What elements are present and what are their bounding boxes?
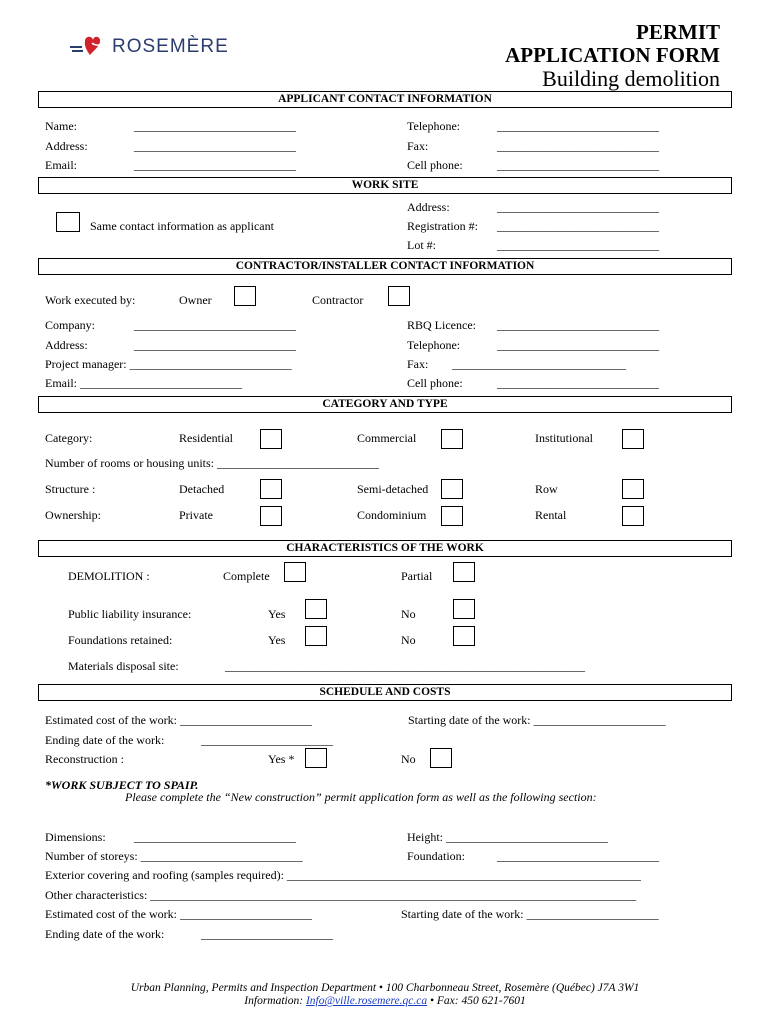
applicant-email-label: Email:	[45, 158, 77, 172]
logo-text: ROSEMÈRE	[112, 36, 229, 57]
applicant-fax-field[interactable]: ___________________________	[497, 139, 659, 153]
project-manager-field[interactable]: Project manager: ___________________________	[45, 357, 292, 371]
insurance-no-checkbox[interactable]	[453, 599, 475, 619]
applicant-telephone-field[interactable]: ___________________________	[497, 119, 659, 133]
applicant-name-field[interactable]: ___________________________	[134, 119, 296, 133]
est-cost-field[interactable]: Estimated cost of the work: ______________________	[45, 713, 312, 727]
applicant-fax-label: Fax:	[407, 139, 429, 153]
contractor-fax-label: Fax:	[407, 357, 429, 371]
reconstruction-no-checkbox[interactable]	[430, 748, 452, 768]
partial-checkbox[interactable]	[453, 562, 475, 582]
contractor-fax-field[interactable]: _____________________________	[452, 357, 626, 371]
commercial-checkbox[interactable]	[441, 429, 463, 449]
same-contact-checkbox[interactable]	[56, 212, 80, 232]
title-application-form: APPLICATION FORM	[505, 43, 720, 67]
heart-logo-icon	[68, 33, 108, 61]
institutional-checkbox[interactable]	[622, 429, 644, 449]
applicant-email-field[interactable]: ___________________________	[134, 158, 296, 172]
residential-checkbox[interactable]	[260, 429, 282, 449]
owner-label: Owner	[179, 293, 212, 307]
section-contractor-header: CONTRACTOR/INSTALLER CONTACT INFORMATION	[38, 258, 732, 275]
reconstruction-no-label: No	[401, 752, 416, 766]
row-checkbox[interactable]	[622, 479, 644, 499]
detached-label: Detached	[179, 482, 225, 496]
end-date2-label: Ending date of the work:	[45, 927, 165, 941]
footer-info-label: Information:	[244, 995, 306, 1007]
applicant-cell-field[interactable]: ___________________________	[497, 158, 659, 172]
other-characteristics-field[interactable]: Other characteristics: _________________________________________________________________________________	[45, 888, 637, 902]
section-schedule-header: SCHEDULE AND COSTS	[38, 684, 732, 701]
owner-checkbox[interactable]	[234, 286, 256, 306]
semi-detached-label: Semi-detached	[357, 482, 429, 496]
applicant-name-label: Name:	[45, 119, 77, 133]
site-address-field[interactable]: ___________________________	[497, 200, 659, 214]
rooms-field[interactable]: Number of rooms or housing units: ___________________________	[45, 456, 379, 470]
private-checkbox[interactable]	[260, 506, 282, 526]
reconstruction-label: Reconstruction :	[45, 752, 124, 766]
residential-label: Residential	[179, 431, 233, 445]
same-contact-label: Same contact information as applicant	[90, 219, 274, 233]
rbq-field[interactable]: ___________________________	[497, 318, 659, 332]
dimensions-field[interactable]: ___________________________	[134, 830, 296, 844]
rosemere-logo	[68, 33, 233, 61]
work-executed-by-label: Work executed by:	[45, 293, 136, 307]
lot-label: Lot #:	[407, 238, 436, 252]
contractor-telephone-field[interactable]: ___________________________	[497, 338, 659, 352]
footer-address: Urban Planning, Permits and Inspection Department • 100 Charbonneau Street, Rosemère (Québec) J7A 3W1	[130, 982, 640, 994]
reconstruction-yes-checkbox[interactable]	[305, 748, 327, 768]
materials-label: Materials disposal site:	[68, 659, 179, 673]
contractor-address-field[interactable]: ___________________________	[134, 338, 296, 352]
commercial-label: Commercial	[357, 431, 417, 445]
est-cost2-field[interactable]: Estimated cost of the work: ______________________	[45, 907, 312, 921]
contractor-cell-field[interactable]: ___________________________	[497, 376, 659, 390]
insurance-yes-label: Yes	[268, 607, 286, 621]
end-date-field[interactable]: ______________________	[201, 733, 333, 747]
category-label: Category:	[45, 431, 93, 445]
registration-field[interactable]: ___________________________	[497, 219, 659, 233]
insurance-yes-checkbox[interactable]	[305, 599, 327, 619]
height-field[interactable]: Height: ___________________________	[407, 830, 608, 844]
private-label: Private	[179, 508, 213, 522]
section-characteristics-header: CHARACTERISTICS OF THE WORK	[38, 540, 732, 557]
applicant-address-label: Address:	[45, 139, 88, 153]
contractor-checkbox[interactable]	[388, 286, 410, 306]
dimensions-label: Dimensions:	[45, 830, 106, 844]
spaip-notice: *WORK SUBJECT TO SPAIP.	[45, 778, 199, 792]
contractor-telephone-label: Telephone:	[407, 338, 461, 352]
spaip-note: Please complete the “New construction” permit application form as well as the following section:	[125, 790, 597, 804]
company-label: Company:	[45, 318, 95, 332]
title-building-demolition: Building demolition	[542, 66, 720, 91]
materials-field[interactable]: ____________________________________________________________	[225, 659, 585, 673]
reconstruction-yes-label: Yes *	[268, 752, 295, 766]
complete-label: Complete	[223, 569, 270, 583]
foundations-no-label: No	[401, 633, 416, 647]
row-label: Row	[535, 482, 558, 496]
foundations-label: Foundations retained:	[68, 633, 173, 647]
storeys-field[interactable]: Number of storeys: ___________________________	[45, 849, 303, 863]
start-date-field[interactable]: Starting date of the work: ______________________	[408, 713, 666, 727]
foundation-field[interactable]: ___________________________	[497, 849, 659, 863]
condominium-label: Condominium	[357, 508, 427, 522]
insurance-no-label: No	[401, 607, 416, 621]
applicant-address-field[interactable]: ___________________________	[134, 139, 296, 153]
institutional-label: Institutional	[535, 431, 593, 445]
exterior-field[interactable]: Exterior covering and roofing (samples required): ___________________________________________________________	[45, 868, 641, 882]
complete-checkbox[interactable]	[284, 562, 306, 582]
foundations-yes-label: Yes	[268, 633, 286, 647]
ownership-label: Ownership:	[45, 508, 101, 522]
contractor-email-field[interactable]: Email: ___________________________	[45, 376, 242, 390]
section-work-site-header: WORK SITE	[38, 177, 732, 194]
footer-email-link[interactable]: Info@ville.rosemere.qc.ca	[305, 995, 428, 1007]
end-date2-field[interactable]: ______________________	[201, 927, 333, 941]
applicant-telephone-label: Telephone:	[407, 119, 461, 133]
demolition-label: DEMOLITION :	[68, 569, 150, 583]
contractor-address-label: Address:	[45, 338, 88, 352]
site-address-label: Address:	[407, 200, 450, 214]
lot-field[interactable]: ___________________________	[497, 238, 659, 252]
start-date2-field[interactable]: Starting date of the work: ______________________	[401, 907, 659, 921]
company-field[interactable]: ___________________________	[134, 318, 296, 332]
detached-checkbox[interactable]	[260, 479, 282, 499]
section-applicant-header: APPLICANT CONTACT INFORMATION	[38, 91, 732, 108]
structure-label: Structure :	[45, 482, 96, 496]
condominium-checkbox[interactable]	[441, 506, 463, 526]
section-category-header: CATEGORY AND TYPE	[38, 396, 732, 413]
end-date-label: Ending date of the work:	[45, 733, 165, 747]
rental-label: Rental	[535, 508, 567, 522]
partial-label: Partial	[401, 569, 433, 583]
title-permit: PERMIT	[636, 20, 720, 44]
insurance-label: Public liability insurance:	[68, 607, 192, 621]
contractor-label: Contractor	[312, 293, 364, 307]
footer-contact	[0, 995, 770, 1007]
registration-label: Registration #:	[407, 219, 478, 233]
rbq-label: RBQ Licence:	[407, 318, 476, 332]
rental-checkbox[interactable]	[622, 506, 644, 526]
foundation-label: Foundation:	[407, 849, 466, 863]
semi-detached-checkbox[interactable]	[441, 479, 463, 499]
footer-fax: • Fax: 450 621-7601	[427, 995, 526, 1007]
applicant-cell-label: Cell phone:	[407, 158, 463, 172]
foundations-no-checkbox[interactable]	[453, 626, 475, 646]
foundations-yes-checkbox[interactable]	[305, 626, 327, 646]
contractor-cell-label: Cell phone:	[407, 376, 463, 390]
